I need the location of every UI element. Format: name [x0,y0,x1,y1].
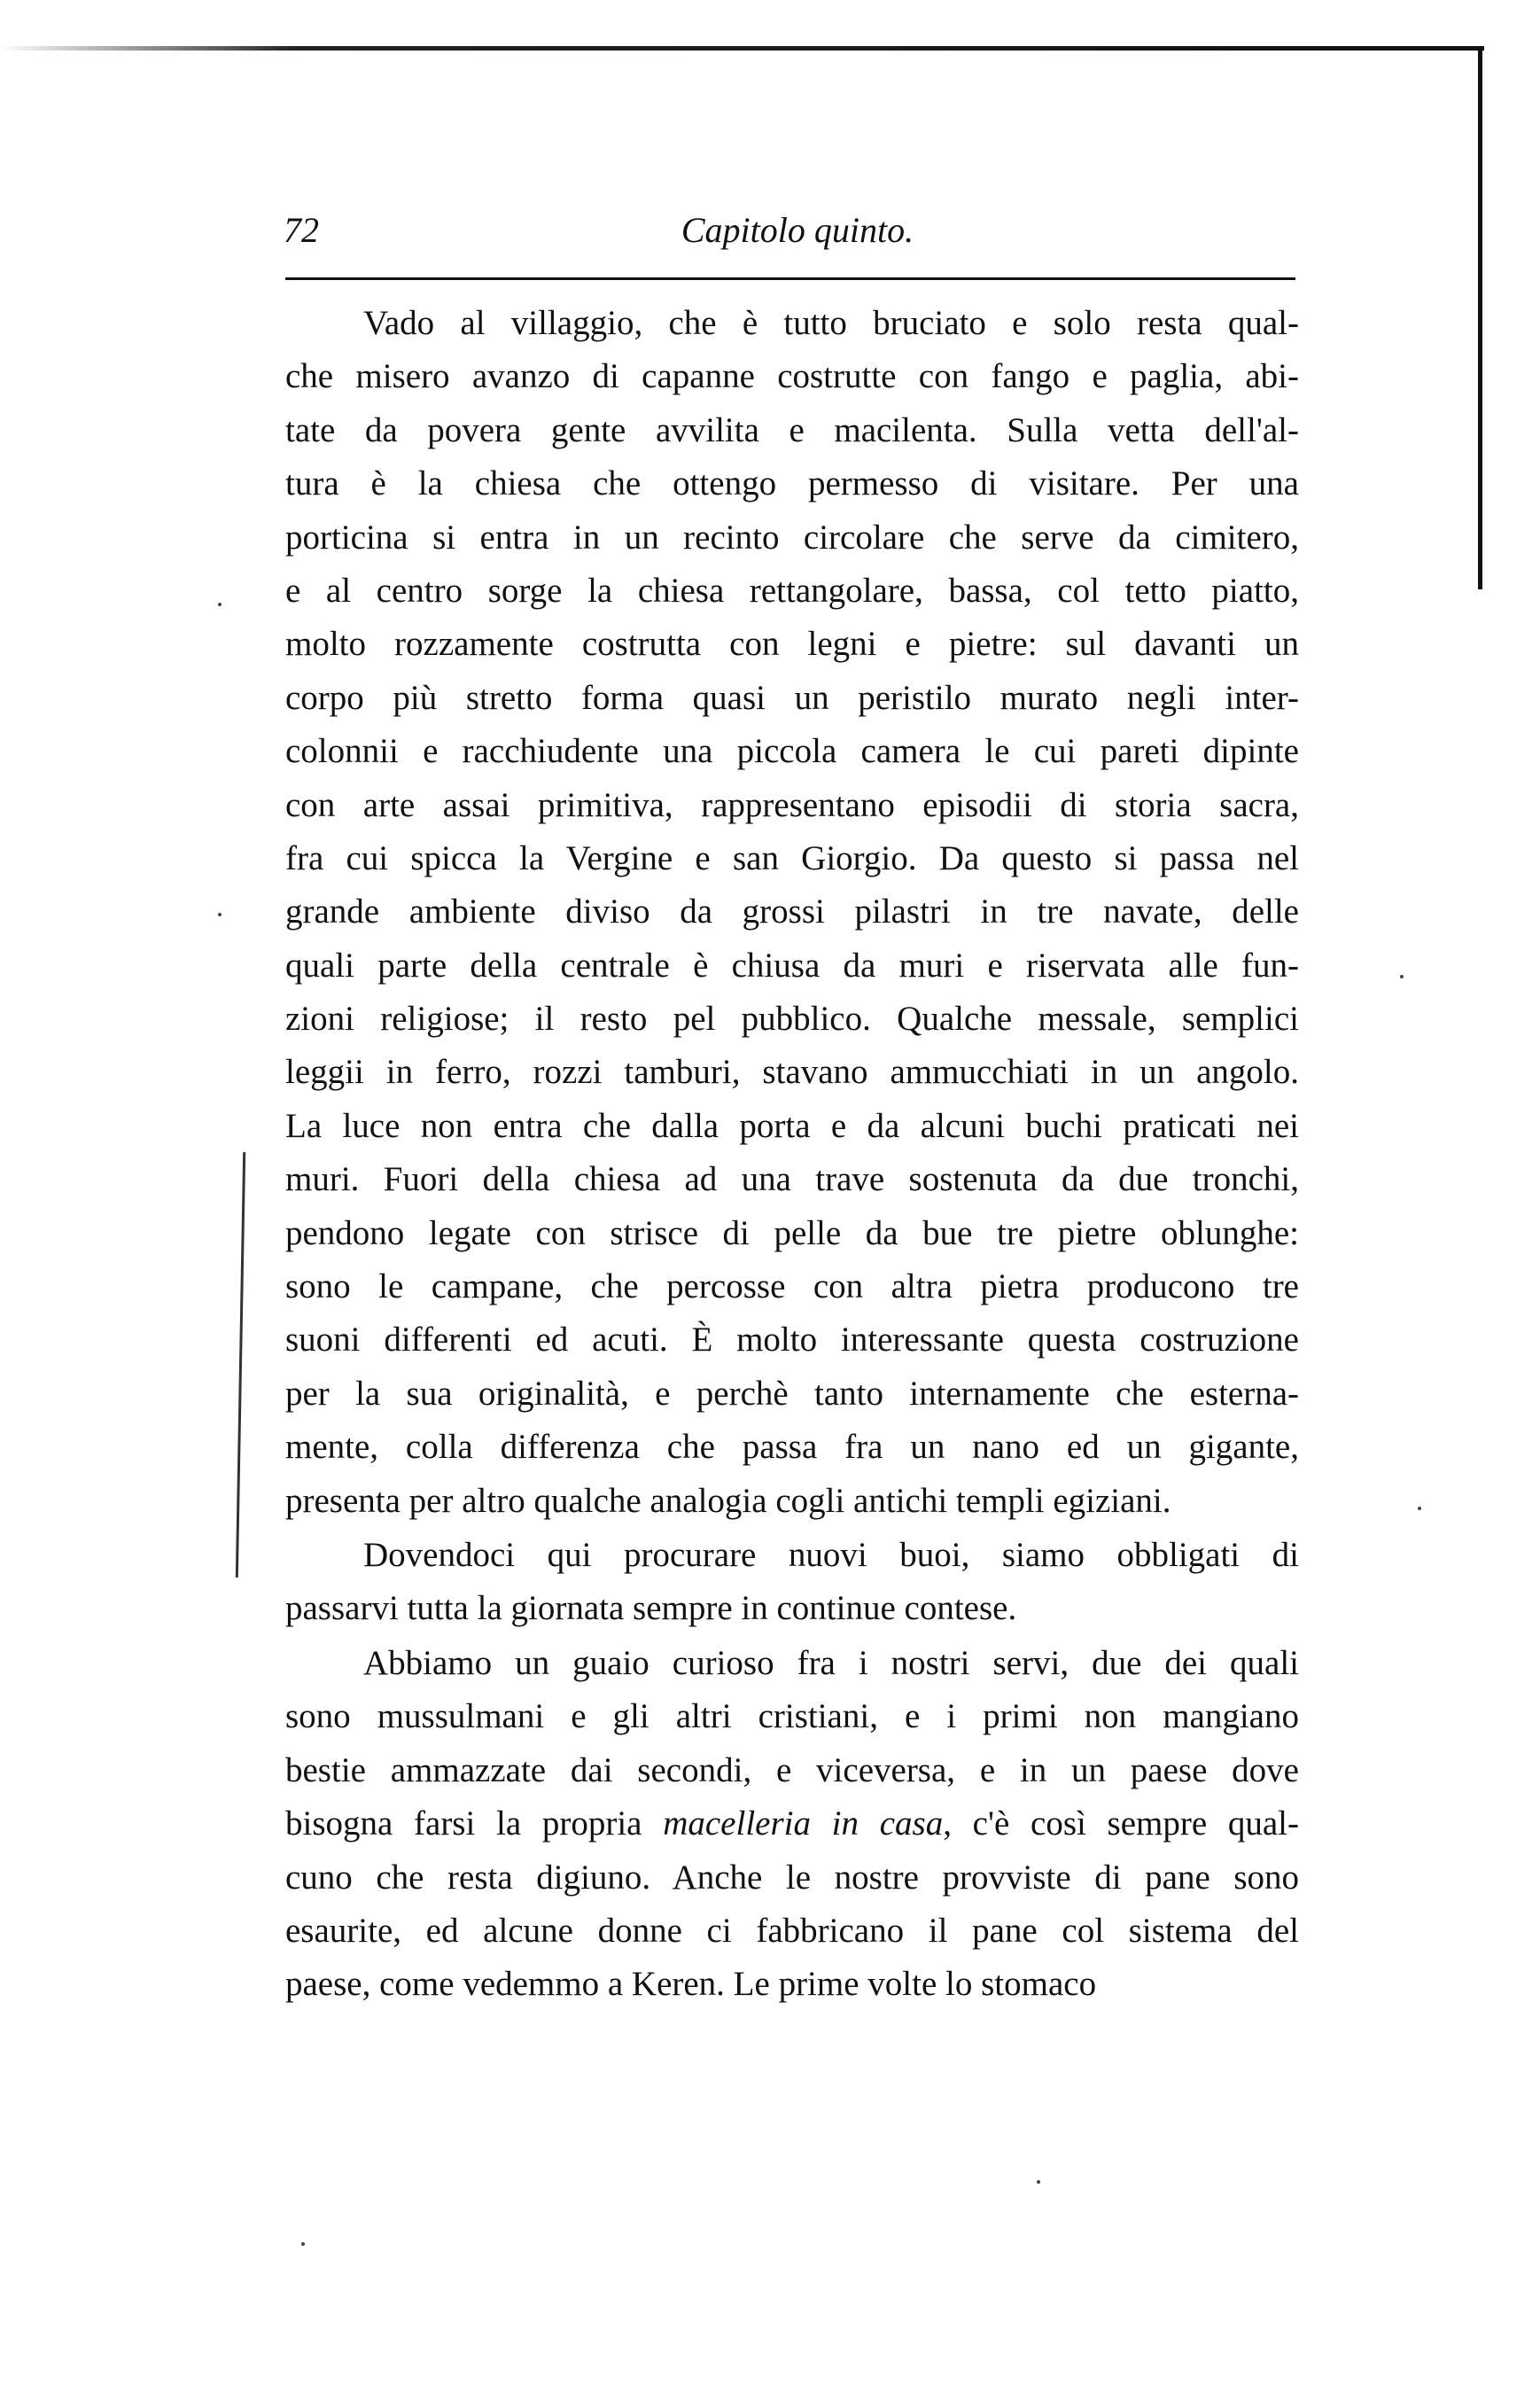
scan-speck [301,2242,305,2246]
text-line: e al centro sorge la chiesa rettangolare, bassa, col tetto piatto, [285,571,1299,610]
paragraph [285,297,1299,1528]
text-line: Vado al villaggio, che è tutto bruciato e solo resta qual- [363,304,1299,342]
paragraph [285,1529,1299,1636]
paragraph [285,1637,1299,2012]
text-line-tail: , c'è così sempre qual- [943,1804,1299,1843]
text-line: cuno che resta digiuno. Anche le nostre provviste di pane sono [285,1858,1299,1897]
text-line: sono le campane, che percosse con altra pietra producono tre [285,1267,1299,1306]
scan-speck [218,603,222,606]
text-line: corpo più stretto forma quasi un peristilo murato negli inter- [285,678,1299,717]
text-line: grande ambiente diviso da grossi pilastri in tre navate, delle [285,892,1299,931]
text-line: porticina si entra in un recinto circolare che serve da cimitero, [285,518,1299,557]
scan-speck [1037,2180,1040,2184]
text-line: con arte assai primitiva, rappresentano episodii di storia sacra, [285,785,1299,824]
scan-speck [1400,975,1404,978]
scan-mark-left [236,1152,245,1578]
text-line: bestie ammazzate dai secondi, e viceversa, e in un paese dove [285,1750,1299,1789]
text-line: mente, colla differenza che passa fra un nano ed un gigante, [285,1428,1299,1467]
text-line: tura è la chiesa che ottengo permesso di visitare. Per una [285,464,1299,503]
text-line: paese, come vedemmo a Keren. Le prime volte lo stomaco [285,1965,1097,2004]
text-line: per la sua originalità, e perchè tanto internamente che esterna- [285,1374,1299,1413]
text-line: passarvi tutta la giornata sempre in continue contese. [285,1589,1017,1628]
text-line: presenta per altro qualche analogia cogli antichi templi egiziani. [285,1481,1171,1520]
text-line: tate da povera gente avvilita e macilenta. Sulla vetta dell'al- [285,410,1299,449]
text-line: esaurite, ed alcune donne ci fabbricano il pane col sistema del [285,1911,1299,1950]
text-line: colonnii e racchiudente una piccola camera le cui pareti dipinte [285,732,1299,771]
text-line: sono mussulmani e gli altri cristiani, e i primi non mangiano [285,1697,1299,1736]
text-line: bisogna farsi la propria macelleria in casa, c'è così sempre qual- [285,1804,1299,1843]
header-rule [285,277,1295,280]
text-line: quali parte della centrale è chiusa da muri e riservata alle fun- [285,946,1299,985]
running-title: Capitolo quinto. [681,210,914,250]
text-line: Abbiamo un guaio curioso fra i nostri servi, due dei quali [363,1644,1299,1682]
text-line: muri. Fuori della chiesa ad una trave sostenuta da due tronchi, [285,1160,1299,1199]
text-line: molto rozzamente costrutta con legni e pietre: sul davanti un [285,625,1299,664]
text-line: leggii in ferro, rozzi tamburi, stavano ammucchiati in un angolo. [285,1053,1299,1092]
text-line: che misero avanzo di capanne costrutte con fango e paglia, abi- [285,357,1299,396]
page-number: 72 [284,210,319,250]
text-line: pendono legate con strisce di pelle da bue tre pietre oblunghe: [285,1213,1299,1252]
text-line: fra cui spicca la Vergine e san Giorgio. Da questo si passa nel [285,838,1299,877]
scan-edge-right [1478,49,1482,589]
text-line: suoni differenti ed acuti. È molto interessante questa costruzione [285,1321,1299,1360]
scan-speck [218,913,222,916]
text-line: zioni religiose; il resto pel pubblico. Qualche messale, semplici [285,1000,1299,1039]
italic-phrase: macelleria in casa [663,1804,944,1843]
scan-edge-top [0,46,1484,51]
text-line: La luce non entra che dalla porta e da alcuni buchi praticati nei [285,1106,1299,1145]
scan-speck [1418,1507,1421,1510]
text-line: Dovendoci qui procurare nuovi buoi, siamo obbligati di [363,1536,1299,1574]
